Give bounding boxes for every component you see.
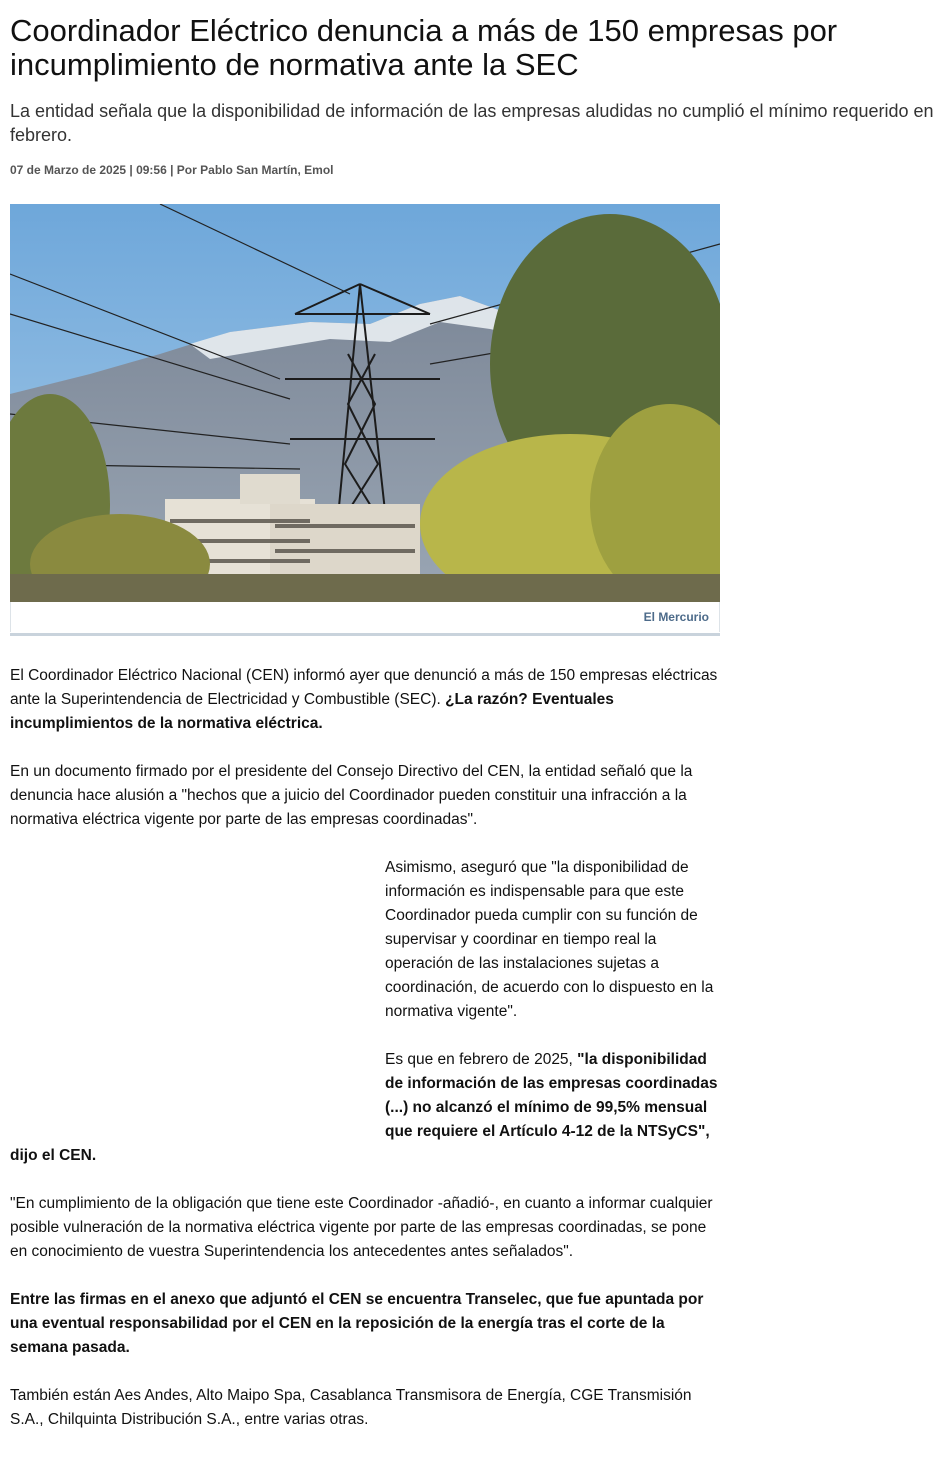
- paragraph-bold: ¿La razón? Eventuales incumplimientos de la normativa eléctrica.: [10, 691, 614, 732]
- article-body: [10, 664, 722, 1456]
- article-figure: [10, 204, 720, 636]
- article-headline: Coordinador Eléctrico denuncia a más de 150 empresas por incumplimiento de normativa ante la SEC: [10, 13, 838, 82]
- article-subheadline: La entidad señala que la disponibilidad de información de las empresas aludidas no cumplió el mínimo requerido en febrero.: [10, 101, 934, 145]
- paragraph: "En cumplimiento de la obligación que tiene este Coordinador -añadió-, en cuanto a informar cualquier posible vulneración de la normativa eléctrica vigente por parte de las empresas coordinadas, se pone en conocimiento de vuestra Superintendencia los antecedentes antes señalados".: [10, 1195, 713, 1260]
- photo-caption: El Mercurio: [643, 610, 709, 624]
- power-tower-photo[interactable]: [10, 204, 720, 602]
- caption-bar: [10, 602, 720, 632]
- paragraph-text: Es que en febrero de 2025,: [385, 1051, 578, 1068]
- paragraph: Asimismo, aseguró que "la disponibilidad de información es indispensable para que este Coordinador pueda cumplir con su función de supervisar y coordinar en tiempo real la operación de las instalaciones sujetas a coordinación, de acuerdo con lo dispuesto en la normativa vigente".: [385, 859, 714, 1020]
- paragraph: [10, 664, 722, 736]
- paragraph-bold: Entre las firmas en el anexo que adjuntó el CEN se encuentra Transelec, que fue apuntada por una eventual responsabilidad por el CEN en la reposición de la energía tras el corte de la semana pasada.: [10, 1291, 704, 1356]
- paragraph-text: El Coordinador Eléctrico Nacional (CEN) informó ayer que denunció a más de 150 empresas eléctricas ante la Superintendencia de Electricidad y Combustible (SEC).: [10, 667, 718, 708]
- paragraph: También están Aes Andes, Alto Maipo Spa, Casablanca Transmisora de Energía, CGE Transmisión S.A., Chilquinta Distribución S.A., entre varias otras.: [10, 1387, 692, 1428]
- ad-placeholder: [10, 856, 385, 1144]
- article-byline: 07 de Marzo de 2025 | 09:56 | Por Pablo San Martín, Emol: [10, 163, 334, 177]
- paragraph: En un documento firmado por el presidente del Consejo Directivo del CEN, la entidad señaló que la denuncia hace alusión a "hechos que a juicio del Coordinador pueden constituir una infracción a la normativa eléctrica vigente por parte de las empresas coordinadas".: [10, 763, 693, 828]
- paragraph: [10, 1288, 722, 1360]
- paragraph-bold: "la disponibilidad de información de las empresas coordinadas (...) no alcanzó el mínimo de 99,5% mensual que requiere el Artículo 4-12 de la NTSyCS", dijo el CEN.: [10, 1051, 718, 1164]
